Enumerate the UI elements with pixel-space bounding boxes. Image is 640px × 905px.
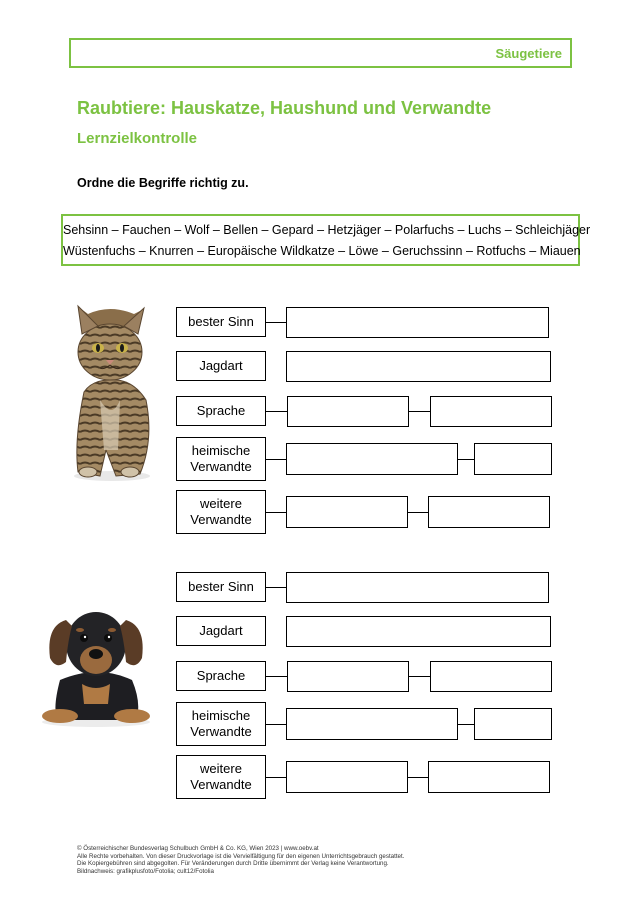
dog-answer-language-1[interactable] [287, 661, 409, 692]
section-label: Säugetiere [495, 46, 562, 61]
dog-label-native-relatives: heimische Verwandte [176, 702, 266, 746]
connector-line [408, 777, 428, 778]
connector-line [266, 411, 287, 412]
page-title: Raubtiere: Hauskatze, Haushund und Verwandte [77, 98, 492, 118]
word-bank [61, 214, 591, 266]
connector-line [409, 411, 430, 412]
cat-answer-other-2[interactable] [428, 496, 550, 528]
dog-answer-sense[interactable] [286, 572, 549, 603]
cat-label-other-relatives: weitere Verwandte [176, 490, 266, 534]
connector-line [266, 777, 286, 778]
dog-answer-language-2[interactable] [430, 661, 552, 692]
footer-line-3: Die Kopiergebühren sind abgegolten. Für Veränderungen durch Dritte übernimmt der Verlag keine Verantwortung. [77, 860, 389, 868]
connector-line [266, 322, 286, 323]
connector-line [266, 724, 286, 725]
connector-line [266, 587, 286, 588]
connector-line [266, 459, 286, 460]
dog-answer-native-2[interactable] [474, 708, 552, 740]
cat-label-native-relatives: heimische Verwandte [176, 437, 266, 481]
cat-answer-sense[interactable] [286, 307, 549, 338]
cat-label-sense: bester Sinn [176, 307, 266, 337]
page-subtitle: Lernzielkontrolle [77, 130, 198, 147]
word-bank-line-1: Sehsinn – Fauchen – Wolf – Bellen – Gepard – Hetzjäger – Polarfuchs – Luchs – Schleichjäger [63, 223, 591, 237]
copyright-footer [77, 845, 404, 875]
dog-answer-other-2[interactable] [428, 761, 550, 793]
cat-label-language: Sprache [176, 396, 266, 426]
dog-answer-hunting[interactable] [286, 616, 551, 647]
connector-line [266, 676, 287, 677]
word-bank-line-2: Wüstenfuchs – Knurren – Europäische Wildkatze – Löwe – Geruchssinn – Rotfuchs – Miauen [63, 244, 581, 258]
cat-photo [60, 300, 160, 482]
connector-line [409, 676, 430, 677]
footer-line-4: Bildnachweis: grafikplusfoto/Fotolia; cult12/Fotolia [77, 867, 214, 875]
cat-answer-hunting[interactable] [286, 351, 551, 382]
cat-answer-language-2[interactable] [430, 396, 552, 427]
cat-answer-native-2[interactable] [474, 443, 552, 475]
dog-label-sense: bester Sinn [176, 572, 266, 602]
dog-label-hunting: Jagdart [176, 616, 266, 646]
dog-answer-native-1[interactable] [286, 708, 458, 740]
footer-line-2: Alle Rechte vorbehalten. Von dieser Druckvorlage ist die Vervielfältigung für den eigenen Unterrichtsgebrauch gestattet. [77, 852, 405, 860]
task-instruction: Ordne die Begriffe richtig zu. [77, 176, 249, 190]
connector-line [266, 512, 286, 513]
cat-answer-native-1[interactable] [286, 443, 458, 475]
dog-label-language: Sprache [176, 661, 266, 691]
cat-answer-language-1[interactable] [287, 396, 409, 427]
connector-line [408, 512, 428, 513]
dog-answer-other-1[interactable] [286, 761, 408, 793]
cat-answer-other-1[interactable] [286, 496, 408, 528]
dog-label-other-relatives: weitere Verwandte [176, 755, 266, 799]
section-header-bar [69, 38, 572, 68]
dog-photo [38, 600, 154, 728]
cat-label-hunting: Jagdart [176, 351, 266, 381]
connector-line [458, 459, 474, 460]
footer-line-1: © Österreichischer Bundesverlag Schulbuch GmbH & Co. KG, Wien 2023 | www.oebv.at [77, 845, 319, 852]
connector-line [458, 724, 474, 725]
